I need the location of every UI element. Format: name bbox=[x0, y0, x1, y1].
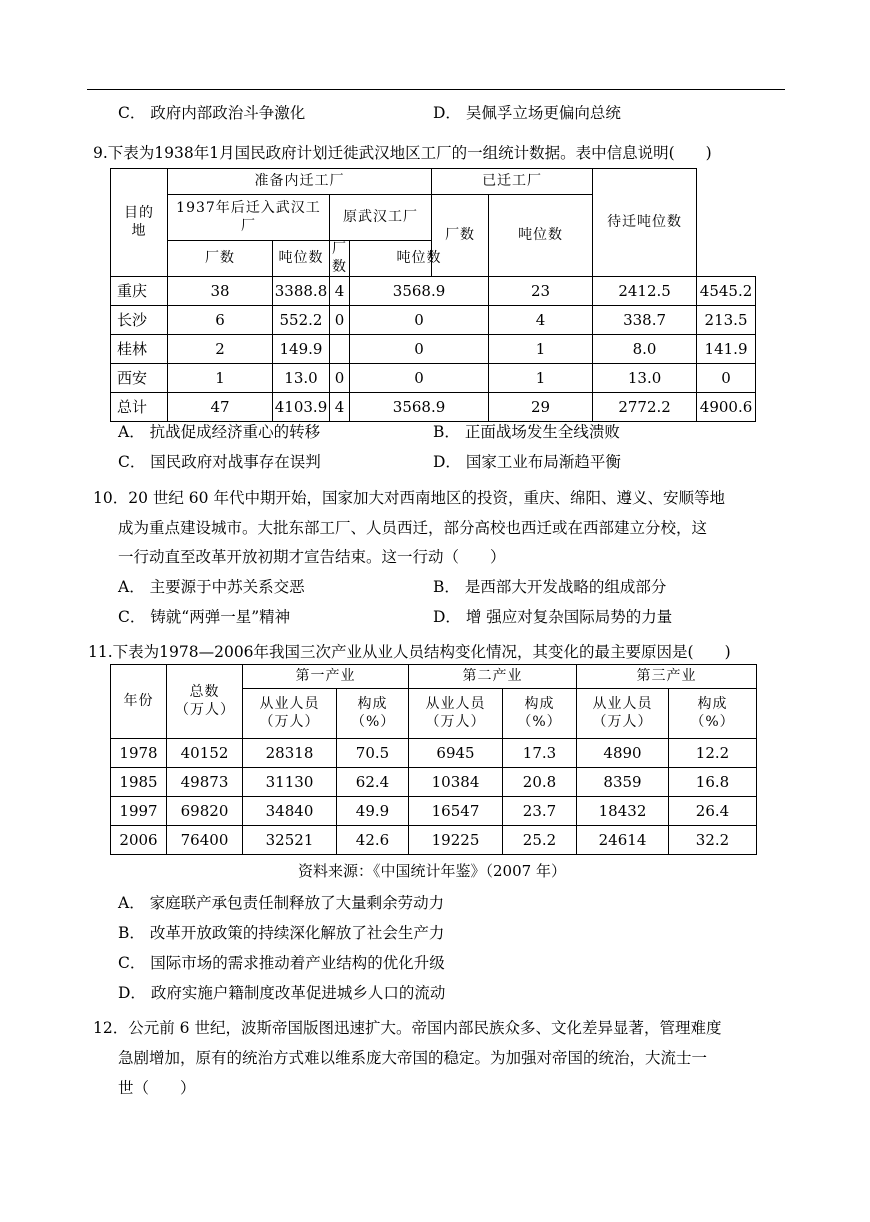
q9-row bbox=[111, 306, 756, 335]
q9-cell: 6 bbox=[168, 306, 273, 335]
q11-primary-header: 第一产业 bbox=[243, 665, 409, 689]
q11-tertiary-header: 第三产业 bbox=[577, 665, 757, 689]
q11-cell: 49.9 bbox=[337, 797, 409, 826]
q9-cell: 2412.5 bbox=[593, 277, 697, 306]
q9-cell: 338.7 bbox=[593, 306, 697, 335]
q11-cell: 70.5 bbox=[337, 739, 409, 768]
q9-option-d[interactable]: D． 国家工业布局渐趋平衡 bbox=[433, 453, 621, 471]
q11-cell: 25.2 bbox=[503, 826, 577, 855]
q11-option-a[interactable]: A． 家庭联产承包责任制释放了大量剩余劳动力 bbox=[118, 894, 445, 912]
q11-cell: 1978 bbox=[111, 739, 167, 768]
q11-cell: 42.6 bbox=[337, 826, 409, 855]
q9-after-count-header: 厂数 bbox=[168, 241, 273, 277]
q9-cell: 4 bbox=[330, 277, 350, 306]
q9-stem: 9.下表为1938年1月国民政府计划迁徙武汉地区工厂的一组统计数据。表中信息说明( ) bbox=[93, 144, 712, 162]
q10-option-c[interactable]: C． 铸就“两弹一星”精神 bbox=[118, 608, 291, 626]
q11-cell: 20.8 bbox=[503, 768, 577, 797]
q8-option-d[interactable]: D． 吴佩孚立场更偏向总统 bbox=[433, 104, 621, 122]
q9-cell: 23 bbox=[489, 277, 593, 306]
q11-cell: 23.7 bbox=[503, 797, 577, 826]
q9-sub-after1937: 1937年后迁入武汉工厂 bbox=[168, 195, 330, 241]
q9-cell: 2772.2 bbox=[593, 393, 697, 422]
q9-cell: 1 bbox=[489, 335, 593, 364]
q10-stem-line3: 一行动直至改革开放初期才宣告结束。这一行动（ ） bbox=[118, 548, 506, 566]
q9-cell: 4103.9 bbox=[273, 393, 330, 422]
q9-orig-count-header: 厂数 bbox=[330, 241, 350, 277]
q9-cell: 总计 bbox=[111, 393, 168, 422]
q9-cell: 长沙 bbox=[111, 306, 168, 335]
q9-cell bbox=[330, 335, 350, 364]
q11-cell: 24614 bbox=[577, 826, 669, 855]
q12-stem-line1: 12．公元前 6 世纪，波斯帝国版图迅速扩大。帝国内部民族众多、文化差异显著，管理难度 bbox=[93, 1019, 722, 1037]
q9-cell: 3388.8 bbox=[273, 277, 330, 306]
q9-cell: 4900.6 bbox=[697, 393, 756, 422]
q9-row bbox=[111, 277, 756, 306]
q9-cell: 4 bbox=[330, 393, 350, 422]
q11-cell: 32.2 bbox=[669, 826, 757, 855]
q9-option-a[interactable]: A． 抗战促成经济重心的转移 bbox=[118, 423, 321, 441]
q9-cell: 0 bbox=[350, 335, 489, 364]
q9-cell: 13.0 bbox=[593, 364, 697, 393]
q10-option-b[interactable]: B． 是西部大开发战略的组成部分 bbox=[433, 578, 667, 596]
q11-cell: 62.4 bbox=[337, 768, 409, 797]
q11-cell: 34840 bbox=[243, 797, 337, 826]
q11-cell: 26.4 bbox=[669, 797, 757, 826]
q9-cell: 0 bbox=[350, 364, 489, 393]
q11-year-header: 年份 bbox=[111, 665, 167, 739]
q9-cell: 重庆 bbox=[111, 277, 168, 306]
q8-option-c[interactable]: C． 政府内部政治斗争激化 bbox=[118, 104, 306, 122]
q9-cell: 47 bbox=[168, 393, 273, 422]
q11-cell: 1985 bbox=[111, 768, 167, 797]
q12-stem-line3: 世（ ） bbox=[118, 1079, 196, 1097]
q9-sub-original: 原武汉工厂 bbox=[330, 195, 432, 241]
q9-option-c[interactable]: C． 国民政府对战事存在误判 bbox=[118, 453, 321, 471]
q11-option-d[interactable]: D． 政府实施户籍制度改革促进城乡人口的流动 bbox=[118, 984, 446, 1002]
q10-option-d[interactable]: D． 增 强应对复杂国际局势的力量 bbox=[433, 608, 673, 626]
q9-row bbox=[111, 393, 756, 422]
q11-secondary-share: 构成（%） bbox=[503, 689, 577, 739]
q9-orig-tons-header: 吨位数 bbox=[350, 241, 489, 277]
q11-cell: 2006 bbox=[111, 826, 167, 855]
q11-cell: 8359 bbox=[577, 768, 669, 797]
q9-moved-tons-header: 吨位数 bbox=[489, 195, 593, 277]
q9-row bbox=[111, 335, 756, 364]
q9-cell: 2 bbox=[168, 335, 273, 364]
q11-tertiary-share: 构成（%） bbox=[669, 689, 757, 739]
q9-row bbox=[111, 364, 756, 393]
q9-cell: 西安 bbox=[111, 364, 168, 393]
q9-option-b[interactable]: B． 正面战场发生全线溃败 bbox=[433, 423, 620, 441]
q9-cell: 29 bbox=[489, 393, 593, 422]
q10-option-a[interactable]: A． 主要源于中苏关系交恶 bbox=[118, 578, 305, 596]
q11-cell: 40152 bbox=[167, 739, 243, 768]
q11-cell: 1997 bbox=[111, 797, 167, 826]
q11-stem: 11.下表为1978—2006年我国三次产业从业人员结构变化情况，其变化的最主要原因是( ) bbox=[88, 643, 731, 661]
q11-cell: 16547 bbox=[409, 797, 503, 826]
header-rule bbox=[87, 89, 785, 90]
q9-cell: 149.9 bbox=[273, 335, 330, 364]
q11-total-header: 总数（万人） bbox=[167, 665, 243, 739]
q9-cell: 0 bbox=[330, 306, 350, 335]
q9-group-moved: 已迁工厂 bbox=[432, 169, 593, 195]
q9-cell: 13.0 bbox=[273, 364, 330, 393]
q10-stem-line1: 10．20 世纪 60 年代中期开始，国家加大对西南地区的投资，重庆、绵阳、遵义、安顺等地 bbox=[93, 489, 725, 507]
q9-cell: 8.0 bbox=[593, 335, 697, 364]
q9-table bbox=[110, 168, 756, 422]
q11-table bbox=[110, 664, 757, 855]
q11-cell: 69820 bbox=[167, 797, 243, 826]
q11-cell: 76400 bbox=[167, 826, 243, 855]
q11-primary-share: 构成（%） bbox=[337, 689, 409, 739]
q11-cell: 10384 bbox=[409, 768, 503, 797]
q9-cell: 1 bbox=[489, 364, 593, 393]
q11-cell: 28318 bbox=[243, 739, 337, 768]
q9-cell: 1 bbox=[168, 364, 273, 393]
q11-option-b[interactable]: B． 改革开放政策的持续深化解放了社会生产力 bbox=[118, 924, 445, 942]
q11-primary-employees: 从业人员（万人） bbox=[243, 689, 337, 739]
q11-option-c[interactable]: C． 国际市场的需求推动着产业结构的优化升级 bbox=[118, 954, 445, 972]
q9-moved-count-header: 厂数 bbox=[432, 195, 489, 277]
q11-cell: 17.3 bbox=[503, 739, 577, 768]
q9-group-plan: 准备内迁工厂 bbox=[168, 169, 432, 195]
q11-cell: 16.8 bbox=[669, 768, 757, 797]
q11-row bbox=[111, 797, 757, 826]
q11-row bbox=[111, 826, 757, 855]
q9-group-pending: 待迁吨位数 bbox=[593, 169, 697, 277]
q11-secondary-employees: 从业人员（万人） bbox=[409, 689, 503, 739]
q9-cell: 141.9 bbox=[697, 335, 756, 364]
q9-dest-header: 目的地 bbox=[111, 169, 168, 277]
q11-tertiary-employees: 从业人员（万人） bbox=[577, 689, 669, 739]
q11-source-note: 资料来源：《中国统计年鉴》（2007 年） bbox=[298, 862, 566, 880]
q11-row bbox=[111, 768, 757, 797]
q9-cell: 0 bbox=[697, 364, 756, 393]
q12-stem-line2: 急剧增加，原有的统治方式难以维系庞大帝国的稳定。为加强对帝国的统治，大流士一 bbox=[118, 1049, 708, 1067]
q9-cell: 4 bbox=[489, 306, 593, 335]
q11-cell: 4890 bbox=[577, 739, 669, 768]
q9-cell: 3568.9 bbox=[350, 277, 489, 306]
q11-cell: 19225 bbox=[409, 826, 503, 855]
q11-cell: 32521 bbox=[243, 826, 337, 855]
q9-after-tons-header: 吨位数 bbox=[273, 241, 330, 277]
q11-cell: 31130 bbox=[243, 768, 337, 797]
q9-cell: 4545.2 bbox=[697, 277, 756, 306]
q9-cell: 213.5 bbox=[697, 306, 756, 335]
q9-cell: 0 bbox=[350, 306, 489, 335]
q9-cell: 3568.9 bbox=[350, 393, 489, 422]
q9-cell: 552.2 bbox=[273, 306, 330, 335]
q11-row bbox=[111, 739, 757, 768]
q10-stem-line2: 成为重点建设城市。大批东部工厂、人员西迁，部分高校也西迁或在西部建立分校，这 bbox=[118, 519, 708, 537]
q11-cell: 18432 bbox=[577, 797, 669, 826]
q9-cell: 38 bbox=[168, 277, 273, 306]
q9-cell: 0 bbox=[330, 364, 350, 393]
q11-cell: 49873 bbox=[167, 768, 243, 797]
q11-cell: 12.2 bbox=[669, 739, 757, 768]
q9-cell: 桂林 bbox=[111, 335, 168, 364]
q11-secondary-header: 第二产业 bbox=[409, 665, 577, 689]
q11-cell: 6945 bbox=[409, 739, 503, 768]
